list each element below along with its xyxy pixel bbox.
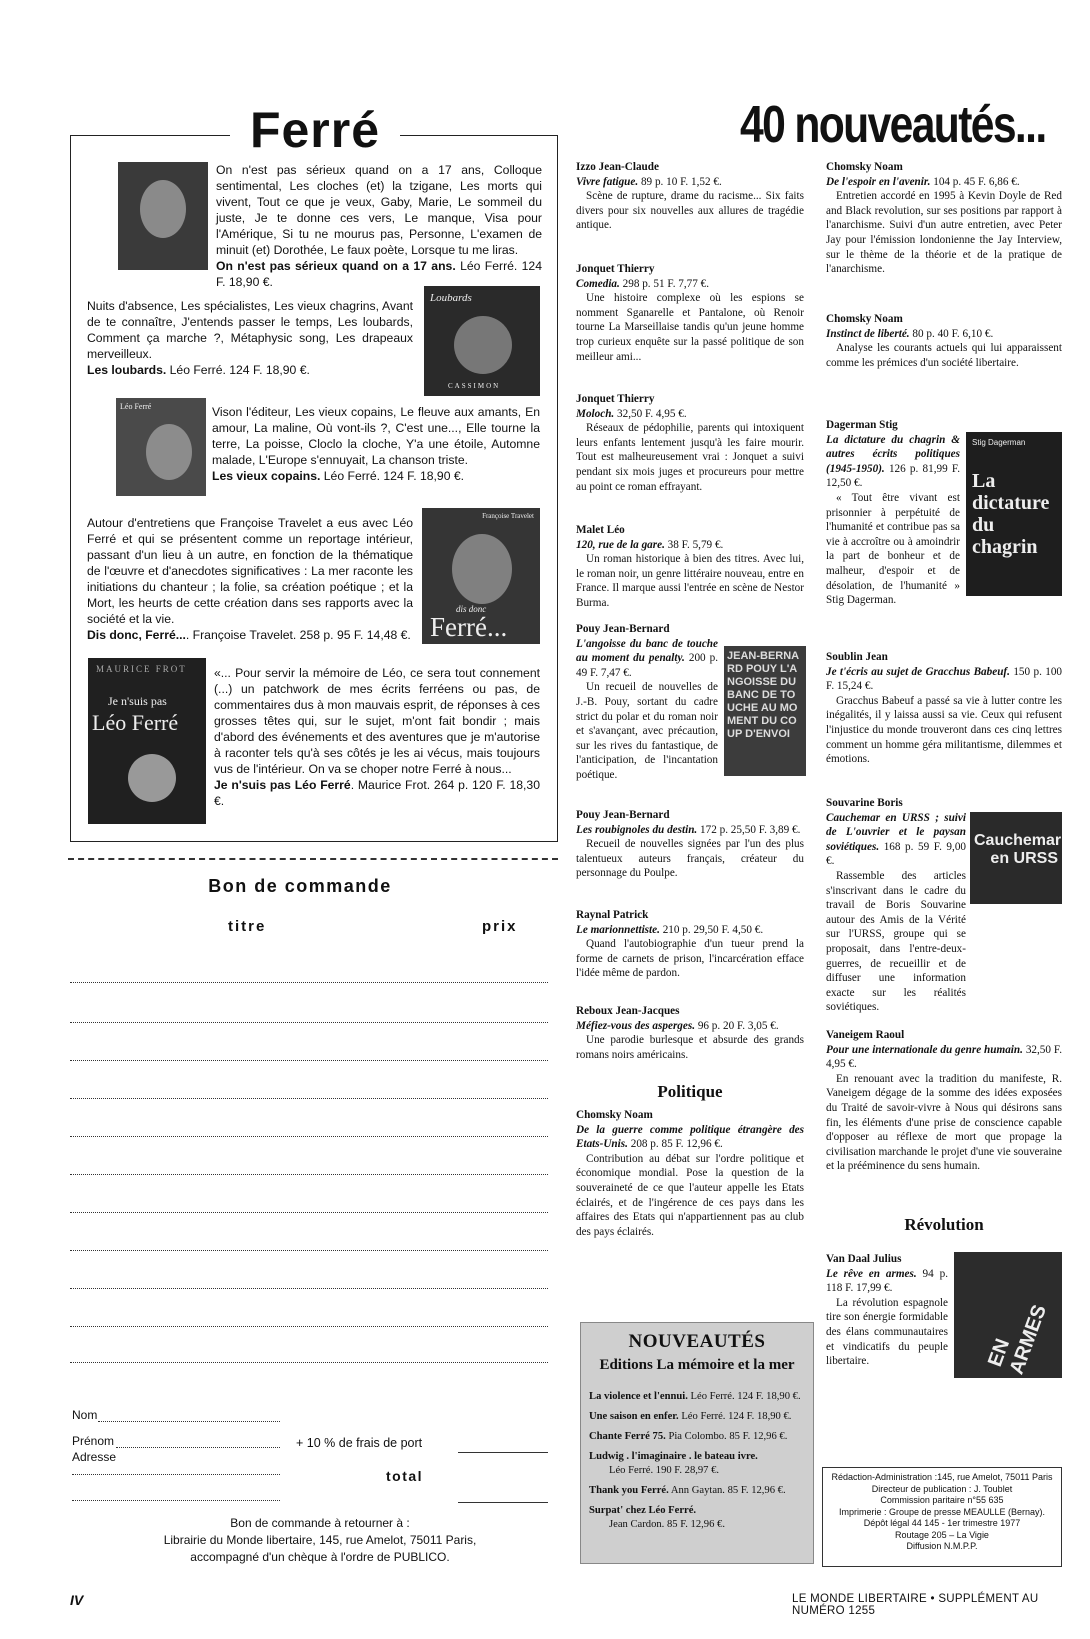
nouveautes-item xyxy=(581,1410,813,1424)
nouveautes-item-title: Thank you Ferré. xyxy=(589,1485,669,1496)
ferre-entry-2-text: Nuits d'absence, Les spécialistes, Les vieux chagrins, Avant de te connaître, J'entends passer le temps, Les loubards, Comment ça marche ?, Métaphysic song, Les drapeaux merveilleux. xyxy=(87,299,413,361)
order-adresse-field-2[interactable] xyxy=(72,1500,280,1501)
cover-dagerman-title: La dictature du chagrin xyxy=(972,470,1050,558)
ferre-entry-4-title: Dis donc, Ferré... xyxy=(87,628,186,642)
order-form-footer xyxy=(120,1515,520,1566)
book-desc: La révolution espagnole tire son énergie formidable des élans communautaires et vindicatifs du peuple libertaire. xyxy=(826,1296,948,1368)
ferre-entry-2 xyxy=(87,298,413,378)
nouveautes-item-info: Pia Colombo. 85 F. 12,96 €. xyxy=(668,1431,788,1442)
ferre-title: Ferré xyxy=(230,100,400,160)
order-adresse-label: Adresse xyxy=(72,1450,117,1464)
order-line[interactable] xyxy=(70,1326,548,1327)
book-author: Dagerman Stig xyxy=(826,419,898,431)
order-frais: + 10 % de frais de port xyxy=(296,1436,423,1450)
book-desc: Analyse les courants actuels qui lui apparaissent comme les prémices d'un société libertaire. xyxy=(826,342,1062,369)
book-desc: Quand l'autobiographie d'un tueur prend la forme de carnets de prison, l'incarcération efface l'idée même de pardon. xyxy=(576,938,804,980)
cover-souvarine xyxy=(970,812,1062,904)
book-author: Chomsky Noam xyxy=(576,1109,653,1121)
cover-van-daal-title: EN ARMES xyxy=(984,1301,1051,1378)
book-author: Pouy Jean-Bernard xyxy=(576,809,670,821)
book-title: Le marionnettiste. xyxy=(576,923,660,936)
book-desc: Un recueil de nouvelles de J.-B. Pouy, sortant du cadre strict du polar et du roman noir et s'avançant, avec précaution, sur les rives du fantastique, de l'anticipation, de l'incantation poétique. xyxy=(576,681,718,781)
book-jonquet-comedia xyxy=(576,262,804,364)
book-title: L'angoisse du banc de touche au moment du penalty. xyxy=(576,637,718,665)
book-desc: Scène de rupture, drame du racisme... Six faits divers pour six nouvelles aux allures de tragédie antique. xyxy=(576,190,804,232)
book-author: Malet Léo xyxy=(576,524,625,536)
book-desc: Un roman historique à bien des titres. Avec lui, le roman noir, un genre littéraire nouveau, entre en France. Il marque aussi l'entrée en scène de Nestor Burma. xyxy=(576,553,804,609)
book-author: Souvarine Boris xyxy=(826,797,903,809)
cover-van-daal xyxy=(954,1252,1062,1378)
book-title: Pour une internationale du genre humain. xyxy=(826,1043,1023,1056)
page-number: IV xyxy=(70,1592,84,1608)
book-info: 168 p. 59 F. 9,00 €. xyxy=(826,840,967,868)
ferre-entry-5-title: Je n'suis pas Léo Ferré xyxy=(214,778,351,792)
book-author: Raynal Patrick xyxy=(576,909,649,921)
imprint-box xyxy=(822,1467,1062,1567)
ferre-cover-2 xyxy=(424,286,540,396)
book-title: La dictature du chagrin & autres écrits politiques (1945-1950). xyxy=(826,433,960,475)
order-line[interactable] xyxy=(70,1022,548,1023)
book-raynal xyxy=(576,908,804,981)
book-desc: En renouant avec la tradition du manifeste, R. Vaneigem dégage de la somme des idées exposées du Traité de savoir-vivre à Nous qui désirons sans fin, les éléments d'une prise de conscience capable d'opposer au réflexe de mort que propage la civilisation marchande le projet d'une vie souveraine et la prééminence du sens humain. xyxy=(826,1072,1062,1173)
nouveautes-item-info: Léo Ferré. 190 F. 28,97 €. xyxy=(609,1465,720,1476)
order-line[interactable] xyxy=(70,1174,548,1175)
book-author: Pouy Jean-Bernard xyxy=(576,623,670,635)
ferre-cover-3-title: Léo Ferré xyxy=(120,402,152,411)
nouveautes-item xyxy=(581,1484,813,1498)
book-desc: Une parodie burlesque et absurde des grands romans noirs américains. xyxy=(576,1034,804,1061)
book-soublin xyxy=(826,650,1062,767)
nouveautes-item xyxy=(581,1390,813,1404)
book-info: 96 p. 20 F. 3,05 €. xyxy=(697,1019,779,1032)
book-chomsky-espoir xyxy=(826,160,1062,277)
book-desc: Une histoire complexe où les espions se nomment Sganarelle et Pantalone, où Renoir tourne La Marseillaise tandis qu'un jeune homme trop curieux enquête sur la passé politique de son meilleur ami... xyxy=(576,292,804,363)
cover-dagerman xyxy=(966,432,1062,596)
book-chomsky-guerre xyxy=(576,1108,804,1239)
book-author: Van Daal Julius xyxy=(826,1253,902,1265)
ferre-entry-1-title: On n'est pas sérieux quand on a 17 ans. xyxy=(216,259,456,273)
ferre-entry-4-info: . Françoise Travelet. 258 p. 95 F. 14,48 €. xyxy=(185,628,411,642)
section-revolution: Révolution xyxy=(904,1215,984,1234)
book-pouy-roubignoles xyxy=(576,808,804,881)
ferre-cover-4-title: Ferré... xyxy=(430,612,508,642)
ferre-entry-1-info: Léo Ferré. 124 F. 18,90 €. xyxy=(216,259,542,289)
book-info: 208 p. 85 F. 12,96 €. xyxy=(630,1138,723,1151)
order-footer-line-2: Librairie du Monde libertaire, 145, rue Amelot, 75011 Paris, xyxy=(163,1533,477,1547)
nouveautes-item-title: Chante Ferré 75. xyxy=(589,1431,666,1442)
order-line[interactable] xyxy=(70,1060,548,1061)
book-author: Izzo Jean-Claude xyxy=(576,161,659,173)
cover-pouy-text: JEAN-BERNARD POUY L'ANGOISSE DU BANC DE TOUCHE AU MOMENT DU COUP D'ENVOI xyxy=(727,650,800,740)
ferre-cover-2-title: Loubards xyxy=(430,292,472,304)
ferre-entry-1-text: On n'est pas sérieux quand on a 17 ans, Colloque sentimental, Les cloches (et) la tzigane, Les morts qui vivent, Tout ce que je veux, Gaby, Marie, Le sommeil du juste, Je te donne ces vers, Le manque, Visa pour l'Amérique, Si tu ne mourus pas, Personne, L'examen de minuit (et) Dorothée, Le faux poète, Lorsque tu me liras. xyxy=(216,163,542,257)
imprint-line: Rédaction-Administration :145, rue Amelot, 75011 Paris xyxy=(831,1472,1053,1482)
nouveautes-box xyxy=(580,1322,814,1564)
book-jonquet-moloch xyxy=(576,392,804,494)
nouveautes-subtitle: Editions La mémoire et la mer xyxy=(599,1357,795,1373)
ferre-cover-3 xyxy=(116,398,206,496)
book-desc: Gracchus Babeuf a passé sa vie à lutter contre les inégalités, il y laissa aussi sa vie. Ceux qui refusent l'injustice du monde trouveront dans ces cinq lettres comment un homme géra militantisme, dilemmes et émotions. xyxy=(826,694,1062,766)
book-reboux xyxy=(576,1004,804,1062)
book-desc: « Tout être vivant est prisonnier à perpétuité de l'humanité et contribue pas sa vie à accroître ou à amoindrir la part de bonheur et de malheur, d'espoir et de désolation, de l'humanité » Stig Dagerman. xyxy=(826,491,960,607)
book-info: 200 p. 49 F. 7,47 €. xyxy=(576,652,719,679)
nouveautes-item-title: Une saison en enfer. xyxy=(589,1411,679,1422)
order-line[interactable] xyxy=(70,1136,548,1137)
book-author: Chomsky Noam xyxy=(826,313,903,325)
ferre-entry-3-title: Les vieux copains. xyxy=(212,469,321,483)
book-vaneigem xyxy=(826,1028,1062,1174)
order-line[interactable] xyxy=(70,1362,548,1363)
order-footer-line-3: accompagné d'un chèque à l'ordre de PUBLICO. xyxy=(190,1550,450,1564)
order-col-price: prix xyxy=(482,918,518,935)
nouveautes-item-title: Surpat' chez Léo Ferré. xyxy=(589,1505,697,1516)
ferre-entry-4 xyxy=(87,515,413,643)
nouveautes-item-title: Ludwig . l'imaginaire . le bateau ivre. xyxy=(589,1451,758,1462)
order-line[interactable] xyxy=(70,982,548,983)
book-info: 80 p. 40 F. 6,10 €. xyxy=(912,327,994,340)
book-author: Soublin Jean xyxy=(826,651,888,663)
book-desc: Recueil de nouvelles signées par l'un des plus talentueux auteurs français, créateur du personnage du Poulpe. xyxy=(576,838,804,880)
book-info: 298 p. 51 F. 7,77 €. xyxy=(622,277,710,290)
book-souvarine xyxy=(826,796,966,1015)
nouveautes-item xyxy=(581,1430,813,1444)
order-form-separator xyxy=(68,858,558,860)
nouveautes-item-info: Léo Ferré. 124 F. 18,90 €. xyxy=(681,1411,792,1422)
ferre-entry-5-info: . Maurice Frot. 264 p. 120 F. 18,30 €. xyxy=(214,778,540,808)
book-info: 89 p. 10 F. 1,52 €. xyxy=(640,175,722,188)
book-title: Vivre fatigue. xyxy=(576,175,639,188)
ferre-entry-5 xyxy=(214,665,540,809)
ferre-entry-5-text: «... Pour servir la mémoire de Léo, ce sera tout connement (...) un patchwork de mes écrits ferréens ou pas, de commentaires dus à mon mauvais esprit, de réponses à ces grosses têtes qui, sur le sujet, m'ont fait bondir ; mais d'abord des événements et des aventures que je m'autorise à raconter tels qu'à ses côtés je les ai vécus, mais toujours vus de l'intérieur. On va se choper notre Ferré à nous... xyxy=(214,666,540,776)
order-form-title: Bon de commande xyxy=(208,876,392,896)
book-title: Méfiez-vous des asperges. xyxy=(576,1019,696,1032)
cover-dagerman-top: Stig Dagerman xyxy=(972,438,1026,447)
book-title: Je t'écris au sujet de Gracchus Babeuf. xyxy=(826,665,1010,678)
ferre-cover-5 xyxy=(88,658,206,824)
nouveautes-title: NOUVEAUTÉS xyxy=(628,1331,766,1352)
book-chomsky-instinct xyxy=(826,312,1062,370)
book-info: 32,50 F. 4,95 €. xyxy=(617,407,687,420)
nouveautes-item-info: Jean Cardon. 85 F. 12,96 €. xyxy=(609,1519,725,1530)
nouveautes-item xyxy=(581,1504,813,1532)
order-total-label: total xyxy=(386,1468,424,1484)
nouveautes-item-title: La violence et l'ennui. xyxy=(589,1391,688,1402)
ferre-entry-4-text: Autour d'entretiens que Françoise Travelet a eus avec Léo Ferré et qui se présentent comme un reportage intérieur, passant d'un lieu à un autre, en fonction de la thématique de l'œuvre et d'anecdotes significatives : La mer raconte les initiations du chanteur ; la folie, sa création poétique ; et la Mort, les heurts de cette création dans ses rapports avec la société et la vie. xyxy=(87,516,413,626)
main-title: 40 nouveautés... xyxy=(740,96,1046,154)
book-dagerman xyxy=(826,418,960,608)
book-desc: Entretien accordé en 1995 à Kevin Doyle de Red and Black revolution, sur ses positions par rapport à l'anarchisme. Suivi d'un autre entretien, avec Peter Jay pour l'émission londonienne the Jay Interview, sur le thème de la théorie et de la pratique de l'anarchisme. xyxy=(826,190,1062,276)
book-izzo xyxy=(576,160,804,233)
footer-publication: LE MONDE LIBERTAIRE • SUPPLÉMENT AU NUMÉRO 1255 xyxy=(792,1593,1039,1617)
book-title: De la guerre comme politique étrangère des Etats-Unis. xyxy=(576,1123,804,1151)
book-malet xyxy=(576,523,804,611)
book-title: Le rêve en armes. xyxy=(826,1267,917,1280)
ferre-cover-5-small: Je n'suis pas xyxy=(108,694,167,708)
imprint-line: Directeur de publication : J. Toublet xyxy=(871,1483,1013,1494)
book-desc: Contribution au débat sur l'ordre politique et économique mondial. Pose la question de la souveraineté de ce que l'auteur appelle les Etats éclairés, et de l'ingérence de ces pays dans les affaires des Etats qui n'appartiennent pas au club des pays éclairés. xyxy=(576,1152,804,1238)
order-col-title: titre xyxy=(228,918,267,935)
book-author: Vaneigem Raoul xyxy=(826,1029,905,1041)
book-desc: Rassemble des articles s'inscrivant dans le cadre du travail de Boris Souvarine autour des Amis de la Vérité sur l'URSS, groupe qui se proposait, dans l'entre-deux-guerres, de recueillir et de diffuser une information exacte sur les réalités soviétiques. xyxy=(826,869,966,1014)
imprint-line: Diffusion N.M.P.P. xyxy=(906,1541,978,1551)
book-info: 150 p. 100 F. 15,24 €. xyxy=(826,665,1063,693)
ferre-entry-3-info: Léo Ferré. 124 F. 18,90 €. xyxy=(323,469,465,483)
imprint-line: Dépôt légal 44 145 - 1er trimestre 1977 xyxy=(863,1518,1021,1528)
imprint-line: Routage 205 – La Vigie xyxy=(895,1529,989,1540)
order-adresse-field-1[interactable] xyxy=(72,1474,280,1475)
ferre-entry-2-info: Léo Ferré. 124 F. 18,90 €. xyxy=(169,363,310,377)
order-nom-field[interactable] xyxy=(98,1421,280,1422)
nouveautes-item-info: Léo Ferré. 124 F. 18,90 €. xyxy=(690,1391,801,1402)
nouveautes-item xyxy=(581,1450,813,1478)
order-nom-label: Nom xyxy=(72,1408,98,1422)
book-title: 120, rue de la gare. xyxy=(576,538,665,551)
order-line[interactable] xyxy=(70,1098,548,1099)
order-line[interactable] xyxy=(70,1212,548,1213)
book-title: Moloch. xyxy=(576,407,615,420)
cover-pouy xyxy=(724,646,806,776)
ferre-cover-4-small: dis donc xyxy=(456,604,487,614)
imprint-line: Commission paritaire n°55 635 xyxy=(880,1495,1004,1505)
book-info: 94 p. 118 F. 17,99 €. xyxy=(826,1267,949,1295)
ferre-entry-3-text: Vison l'éditeur, Les vieux copains, Le fleuve aux amants, En amour, La maline, Où vont-ils ?, C'est une..., Elle tourne la terre, La poisse, Cloclo la cloche, Y'a une étoile, Automne malade, L'Europe s'ennuyait, La chanson triste. xyxy=(212,405,540,467)
book-info: 104 p. 45 F. 6,86 €. xyxy=(933,175,1020,188)
book-title: De l'espoir en l'avenir. xyxy=(826,175,931,188)
ferre-entry-2-title: Les loubards. xyxy=(87,363,167,377)
ferre-cover-4 xyxy=(422,508,540,644)
order-line[interactable] xyxy=(70,1250,548,1251)
order-prenom-field[interactable] xyxy=(116,1447,280,1448)
book-title: Cauchemar en URSS ; suivi de L'ouvrier et le paysan soviétiques. xyxy=(826,811,966,853)
order-footer-line-1: Bon de commande à retourner à : xyxy=(230,1516,410,1530)
section-politique: Politique xyxy=(657,1082,723,1101)
ferre-entry-1 xyxy=(216,162,542,290)
book-pouy-angoisse xyxy=(576,622,718,783)
order-prenom-label: Prénom xyxy=(72,1434,115,1448)
ferre-cover-5-title: Léo Ferré xyxy=(92,710,179,735)
book-title: Les roubignoles du destin. xyxy=(576,823,698,836)
ferre-entry-3 xyxy=(212,404,540,484)
nouveautes-item-info: Ann Gaytan. 85 F. 12,96 €. xyxy=(670,1485,786,1496)
book-author: Reboux Jean-Jacques xyxy=(576,1005,680,1017)
book-info: 32,50 F. 4,95 €. xyxy=(826,1043,1062,1071)
ferre-cover-5-top: MAURICE FROT xyxy=(96,664,187,674)
book-title: Comedia. xyxy=(576,277,620,290)
ferre-cover-2-sub: CASSIMON xyxy=(448,382,501,390)
book-author: Jonquet Thierry xyxy=(576,393,655,405)
ferre-photo-1 xyxy=(118,162,208,270)
book-author: Jonquet Thierry xyxy=(576,263,655,275)
order-frais-field[interactable] xyxy=(458,1452,548,1453)
order-line[interactable] xyxy=(70,1288,548,1289)
book-author: Chomsky Noam xyxy=(826,161,903,173)
book-title: Instinct de liberté. xyxy=(826,327,910,340)
ferre-cover-4-top: Françoise Travelet xyxy=(482,512,534,520)
imprint-line: Imprimerie : Groupe de presse MEAULLE (Bernay). xyxy=(838,1506,1046,1517)
cover-souvarine-title: Cauchemar en URSS xyxy=(974,832,1062,867)
book-van-daal xyxy=(826,1252,948,1369)
book-info: 126 p. 81,99 F. 12,50 €. xyxy=(826,462,961,490)
order-total-field[interactable] xyxy=(458,1502,548,1503)
book-info: 38 F. 5,79 €. xyxy=(667,538,724,551)
book-desc: Réseaux de pédophilie, parents qui intoxiquent leurs enfants lentement jusqu'à les faire mourir. Tout est malheureusement vrai : Jonquet a suivi pendant six mois juges et procureurs pour mettre au point ce roman effrayant. xyxy=(576,422,804,493)
book-info: 172 p. 25,50 F. 3,89 €. xyxy=(700,823,801,836)
book-info: 210 p. 29,50 F. 4,50 €. xyxy=(662,923,764,936)
